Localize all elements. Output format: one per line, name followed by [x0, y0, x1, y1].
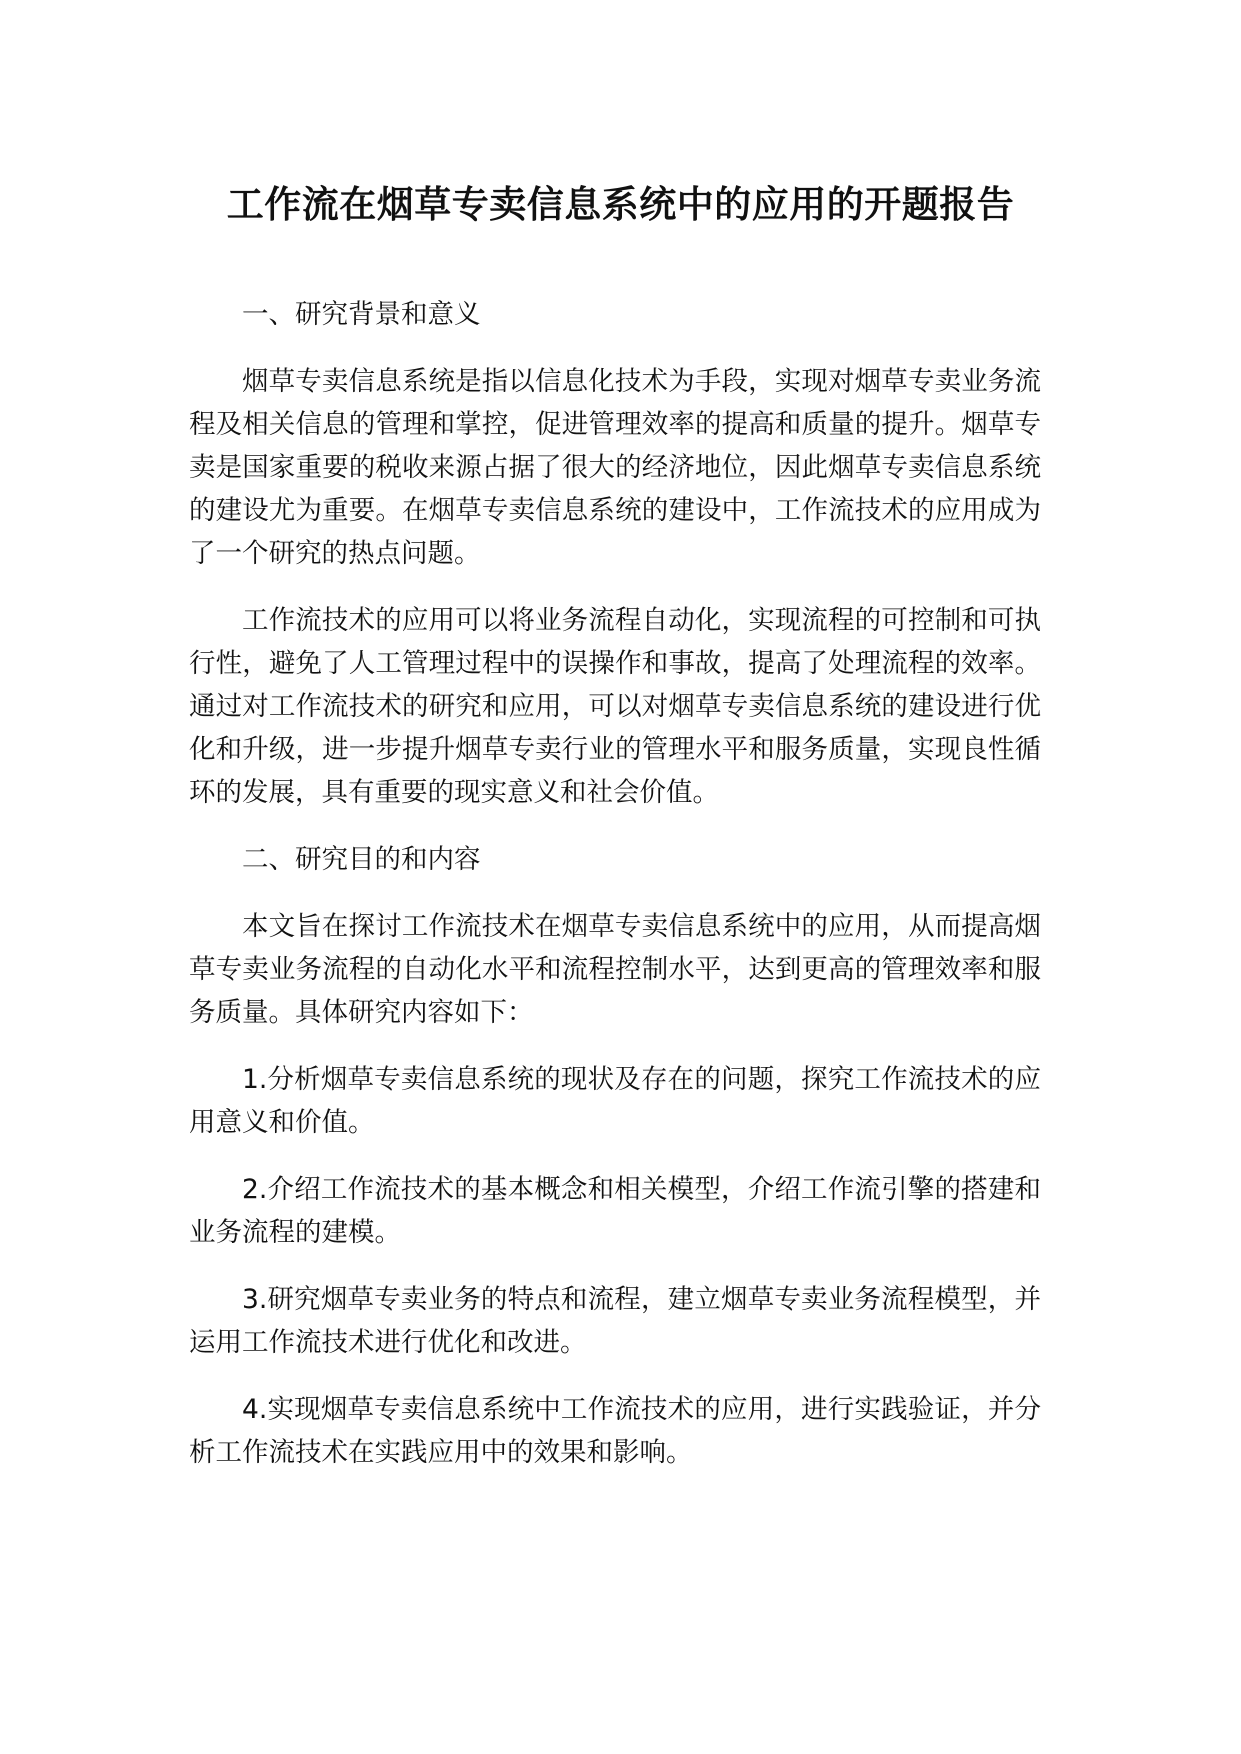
- paragraph-purpose-intro: 本文旨在探讨工作流技术在烟草专卖信息系统中的应用，从而提高烟草专卖业务流程的自动化水平和流程控制水平，达到更高的管理效率和服务质量。具体研究内容如下：: [189, 911, 1041, 1028]
- document-body: [189, 293, 1041, 1498]
- list-item-1: 1.分析烟草专卖信息系统的现状及存在的问题，探究工作流技术的应用意义和价值。: [189, 1064, 1041, 1138]
- section-heading-purpose: 二、研究目的和内容: [242, 844, 481, 875]
- paragraph-background-1: 烟草专卖信息系统是指以信息化技术为手段，实现对烟草专卖业务流程及相关信息的管理和掌控，促进管理效率的提高和质量的提升。烟草专卖是国家重要的税收来源占据了很大的经济地位，因此烟草专卖信息系统的建设尤为重要。在烟草专卖信息系统的建设中，工作流技术的应用成为了一个研究的热点问题。: [189, 366, 1041, 569]
- section-heading-background: 一、研究背景和意义: [242, 299, 481, 330]
- list-item-3: 3.研究烟草专卖业务的特点和流程，建立烟草专卖业务流程模型，并运用工作流技术进行优化和改进。: [189, 1284, 1041, 1358]
- document-title: 工作流在烟草专卖信息系统中的应用的开题报告: [226, 183, 1015, 226]
- list-item-2: 2.介绍工作流技术的基本概念和相关模型，介绍工作流引擎的搭建和业务流程的建模。: [189, 1174, 1041, 1248]
- paragraph-background-2: 工作流技术的应用可以将业务流程自动化，实现流程的可控制和可执行性，避免了人工管理过程中的误操作和事故，提高了处理流程的效率。通过对工作流技术的研究和应用，可以对烟草专卖信息系统的建设进行优化和升级，进一步提升烟草专卖行业的管理水平和服务质量，实现良性循环的发展，具有重要的现实意义和社会价值。: [189, 605, 1041, 808]
- list-item-4: 4.实现烟草专卖信息系统中工作流技术的应用，进行实践验证，并分析工作流技术在实践应用中的效果和影响。: [189, 1394, 1041, 1468]
